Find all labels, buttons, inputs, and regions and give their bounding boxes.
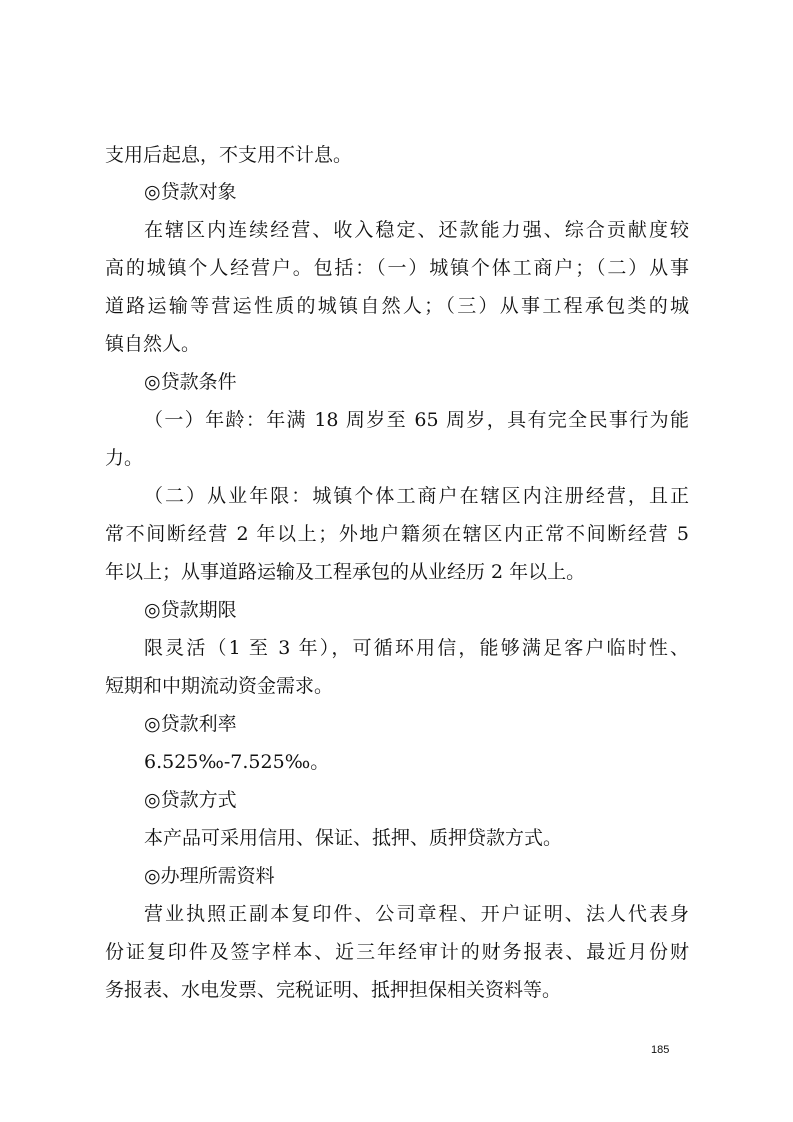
paragraph-line: 高的城镇个人经营户。包括：（一）城镇个体工商户；（二）从事 — [105, 257, 689, 279]
paragraph-line: 常不间断经营 2 年以上；外地户籍须在辖区内正常不间断经营 5 — [105, 523, 689, 545]
page-number: 185 — [651, 1044, 670, 1056]
section-heading-loan-conditions: ◎贷款条件 — [144, 371, 237, 393]
paragraph-line: 本产品可采用信用、保证、抵押、质押贷款方式。 — [144, 827, 563, 849]
paragraph-line: 支用后起息，不支用不计息。 — [105, 144, 353, 166]
paragraph-line: 6.525‰-7.525‰。 — [144, 751, 330, 773]
paragraph-line: 份证复印件及签字样本、近三年经审计的财务报表、最近月份财 — [105, 941, 689, 963]
paragraph-line: （二）从业年限：城镇个体工商户在辖区内注册经营，且正 — [144, 485, 689, 507]
paragraph-line: 短期和中期流动资金需求。 — [105, 675, 334, 697]
paragraph-line: 道路运输等营运性质的城镇自然人；（三）从事工程承包类的城 — [105, 295, 689, 317]
section-heading-required-documents: ◎办理所需资料 — [144, 865, 275, 887]
section-heading-loan-term: ◎贷款期限 — [144, 599, 237, 621]
section-heading-loan-rate: ◎贷款利率 — [144, 713, 237, 735]
paragraph-line: 限灵活（1 至 3 年），可循环用信，能够满足客户临时性、 — [144, 637, 689, 659]
section-heading-loan-target: ◎贷款对象 — [144, 181, 237, 203]
paragraph-line: 在辖区内连续经营、收入稳定、还款能力强、综合贡献度较 — [144, 219, 689, 241]
paragraph-line: 年以上；从事道路运输及工程承包的从业经历 2 年以上。 — [105, 561, 586, 583]
paragraph-line: 镇自然人。 — [105, 333, 201, 355]
paragraph-line: 力。 — [105, 447, 144, 469]
section-heading-loan-method: ◎贷款方式 — [144, 789, 237, 811]
paragraph-line: 务报表、水电发票、完税证明、抵押担保相关资料等。 — [105, 979, 562, 1001]
paragraph-line: （一）年龄：年满 18 周岁至 65 周岁，具有完全民事行为能 — [144, 409, 689, 431]
paragraph-line: 营业执照正副本复印件、公司章程、开户证明、法人代表身 — [144, 903, 689, 925]
